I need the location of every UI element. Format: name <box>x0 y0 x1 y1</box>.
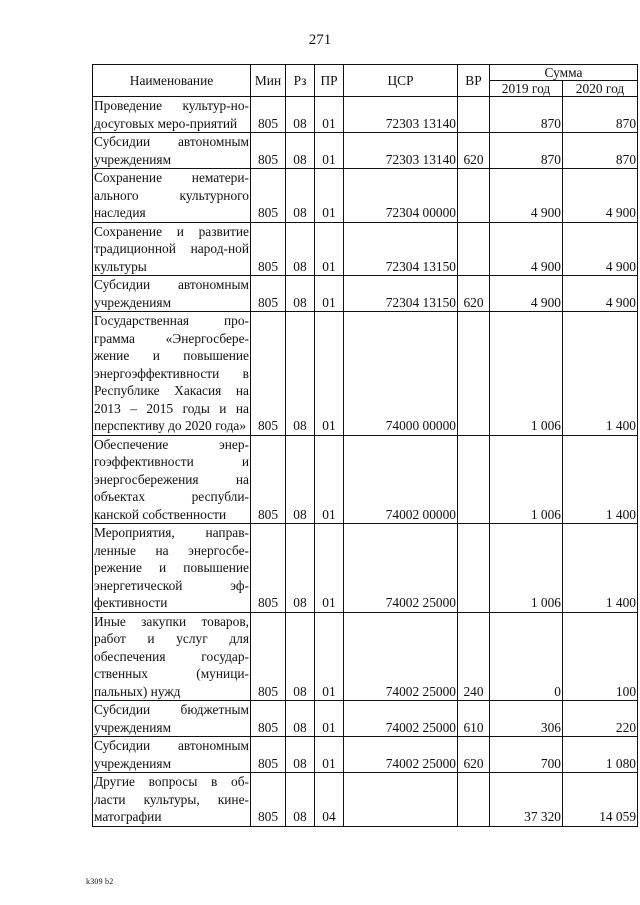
row-rz: 08 <box>286 133 315 169</box>
row-pr: 01 <box>315 737 344 773</box>
row-name: Иные закупки товаров, работ и услуг для обеспечения государ-ственных (муници-пальных) нужд <box>94 613 249 699</box>
table-row <box>93 737 638 773</box>
table-body <box>93 97 638 827</box>
table-header <box>93 65 638 97</box>
row-vr: 610 <box>458 701 490 737</box>
row-sum-2020: 14 059 <box>563 773 638 827</box>
row-rz: 08 <box>286 276 315 312</box>
table-row <box>93 169 638 223</box>
row-csr: 74002 25000 <box>344 701 458 737</box>
row-pr: 01 <box>315 312 344 436</box>
row-sum-2020: 870 <box>563 97 638 133</box>
row-vr: 620 <box>458 133 490 169</box>
row-min: 805 <box>251 701 286 737</box>
row-sum-2020: 4 900 <box>563 222 638 276</box>
row-vr <box>458 169 490 223</box>
table-row <box>93 133 638 169</box>
table-row <box>93 435 638 524</box>
row-rz: 08 <box>286 312 315 436</box>
row-rz: 08 <box>286 97 315 133</box>
row-name: Субсидии автономным учреждениям <box>94 134 249 167</box>
table-row <box>93 276 638 312</box>
row-sum-2020: 1 400 <box>563 312 638 436</box>
row-min: 805 <box>251 312 286 436</box>
row-csr: 72304 13150 <box>344 222 458 276</box>
row-name: Обеспечение энер-гоэффективности и энергосбережения на объектах республи-канской собственности <box>94 436 249 522</box>
row-name: Другие вопросы в об-ласти культуры, кине-матографии <box>94 774 249 824</box>
row-sum-2019: 4 900 <box>490 222 563 276</box>
row-csr: 74002 25000 <box>344 612 458 701</box>
row-pr: 01 <box>315 169 344 223</box>
row-name: Сохранение нематери-ального культурного наследия <box>94 170 249 220</box>
row-pr: 01 <box>315 276 344 312</box>
row-sum-2019: 37 320 <box>490 773 563 827</box>
row-min: 805 <box>251 222 286 276</box>
row-sum-2020: 4 900 <box>563 276 638 312</box>
row-name: Мероприятия, направ-ленные на энергосбе-режение и повышение энергетической эф-фективности <box>94 525 249 610</box>
row-min: 805 <box>251 612 286 701</box>
row-sum-2020: 870 <box>563 133 638 169</box>
header-name: Наименование <box>93 65 251 97</box>
row-sum-2019: 700 <box>490 737 563 773</box>
row-sum-2019: 870 <box>490 133 563 169</box>
header-year-2020: 2020 год <box>563 81 638 97</box>
row-pr: 04 <box>315 773 344 827</box>
row-rz: 08 <box>286 169 315 223</box>
row-csr: 74002 00000 <box>344 435 458 524</box>
row-min: 805 <box>251 737 286 773</box>
row-csr: 72303 13140 <box>344 97 458 133</box>
row-rz: 08 <box>286 773 315 827</box>
row-vr <box>458 222 490 276</box>
row-vr <box>458 312 490 436</box>
row-min: 805 <box>251 435 286 524</box>
row-sum-2019: 4 900 <box>490 276 563 312</box>
row-vr: 620 <box>458 276 490 312</box>
row-vr <box>458 435 490 524</box>
row-pr: 01 <box>315 97 344 133</box>
row-pr: 01 <box>315 612 344 701</box>
row-pr: 01 <box>315 133 344 169</box>
header-vr: ВР <box>458 65 490 97</box>
row-min: 805 <box>251 773 286 827</box>
row-rz: 08 <box>286 612 315 701</box>
table-row <box>93 222 638 276</box>
row-vr <box>458 773 490 827</box>
row-vr <box>458 97 490 133</box>
row-rz: 08 <box>286 524 315 613</box>
row-rz: 08 <box>286 222 315 276</box>
row-pr: 01 <box>315 435 344 524</box>
row-vr <box>458 524 490 613</box>
row-min: 805 <box>251 97 286 133</box>
budget-table <box>92 64 638 827</box>
page-number: 271 <box>308 32 332 48</box>
row-sum-2020: 1 400 <box>563 524 638 613</box>
row-name: Сохранение и развитие традиционной народ-ной культуры <box>94 223 249 274</box>
row-pr: 01 <box>315 222 344 276</box>
table-row <box>93 312 638 436</box>
row-csr: 72304 13150 <box>344 276 458 312</box>
header-rz: Рз <box>286 65 315 97</box>
row-sum-2019: 306 <box>490 701 563 737</box>
row-pr: 01 <box>315 524 344 613</box>
row-sum-2020: 1 080 <box>563 737 638 773</box>
row-csr <box>344 773 458 827</box>
header-min: Мин <box>251 65 286 97</box>
row-min: 805 <box>251 133 286 169</box>
table-row <box>93 612 638 701</box>
header-pr: ПР <box>315 65 344 97</box>
row-rz: 08 <box>286 737 315 773</box>
row-min: 805 <box>251 169 286 223</box>
header-year-2019: 2019 год <box>490 81 563 97</box>
row-csr: 74002 25000 <box>344 737 458 773</box>
row-sum-2020: 220 <box>563 701 638 737</box>
row-name: Проведение культур-но-досуговых меро-приятий <box>94 98 249 131</box>
row-name: Субсидии бюджетным учреждениям <box>94 702 249 735</box>
table-row <box>93 701 638 737</box>
header-csr: ЦСР <box>344 65 458 97</box>
table-row <box>93 97 638 133</box>
row-rz: 08 <box>286 435 315 524</box>
row-name: Государственная про-грамма «Энергосбере-жение и повышение энергоэффективности в Республике Хакасия на 2013 – 2015 годы и на перспективу до 2020 года» <box>94 313 249 433</box>
row-rz: 08 <box>286 701 315 737</box>
row-min: 805 <box>251 524 286 613</box>
row-csr: 72304 00000 <box>344 169 458 223</box>
row-csr: 74000 00000 <box>344 312 458 436</box>
row-sum-2019: 4 900 <box>490 169 563 223</box>
row-vr: 240 <box>458 612 490 701</box>
row-name: Субсидии автономным учреждениям <box>94 277 249 310</box>
row-pr: 01 <box>315 701 344 737</box>
header-sum: Сумма <box>490 65 638 81</box>
row-sum-2019: 870 <box>490 97 563 133</box>
row-sum-2020: 100 <box>563 612 638 701</box>
row-sum-2019: 1 006 <box>490 524 563 613</box>
row-min: 805 <box>251 276 286 312</box>
row-sum-2020: 1 400 <box>563 435 638 524</box>
row-name: Субсидии автономным учреждениям <box>94 738 249 771</box>
row-vr: 620 <box>458 737 490 773</box>
row-sum-2019: 0 <box>490 612 563 701</box>
row-sum-2019: 1 006 <box>490 435 563 524</box>
row-csr: 74002 25000 <box>344 524 458 613</box>
table-row <box>93 773 638 827</box>
footer-code: k309 b2 <box>86 877 114 886</box>
row-csr: 72303 13140 <box>344 133 458 169</box>
row-sum-2020: 4 900 <box>563 169 638 223</box>
row-sum-2019: 1 006 <box>490 312 563 436</box>
table-row <box>93 524 638 613</box>
